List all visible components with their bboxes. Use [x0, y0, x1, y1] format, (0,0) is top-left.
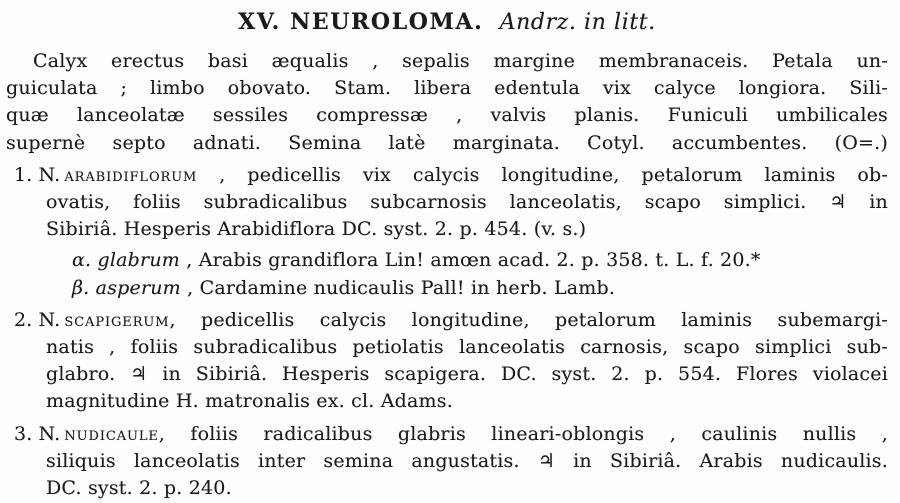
variety-entry-beta — [72, 275, 888, 302]
species-line: Sibiriâ. Hesperis Arabidiflora DC. syst. 2. p. 454. (v. s.) — [46, 218, 587, 241]
species-epithet: scapigerum — [64, 308, 170, 331]
species-number: 2. — [14, 308, 33, 331]
species-diagnosis-text: , foliis radicalibus glabris lineari-oblongis , caulinis nullis , — [158, 422, 888, 445]
species-line: DC. syst. 2. p. 240. — [46, 477, 232, 500]
species-line: siliquis lanceolatis inter semina angustatis. ♃ in Sibiriâ. Arabis nudicaulis. — [46, 449, 888, 472]
author-citation: Andrz. in litt. — [499, 10, 656, 35]
page-title — [6, 7, 888, 38]
species-number: 3. — [14, 422, 33, 445]
species-epithet: nudicaule — [64, 422, 159, 445]
species-entry-1 — [6, 162, 888, 302]
variety-entry-alpha — [72, 247, 888, 274]
genus-abbreviation: N. — [38, 163, 61, 186]
species-line: natis , foliis subradicalibus petiolatis lanceolatis carnosis, scapo simplici sub- — [46, 336, 888, 359]
species-line — [14, 162, 888, 189]
variety-label: β. asperum — [72, 276, 181, 299]
variety-text: , Cardamine nudicaulis Pall! in herb. Lamb. — [180, 276, 616, 299]
variety-list — [46, 247, 888, 301]
species-line — [14, 307, 888, 334]
species-entry-2 — [6, 307, 888, 416]
genus-description — [6, 48, 888, 157]
species-line — [14, 421, 888, 448]
species-epithet: arabidiflorum — [64, 163, 198, 186]
species-entry-3 — [6, 421, 888, 503]
variety-text: , Arabis grandiflora Lin! amœn acad. 2. p. 358. t. L. f. 20.* — [179, 249, 761, 272]
species-diagnosis-text: , pedicellis calycis longitudine, petalorum laminis subemargi- — [169, 308, 888, 331]
chapter-genus-heading: XV. NEUROLOMA. — [238, 9, 484, 35]
species-line: glabro. ♃ in Sibiriâ. Hesperis scapigera. DC. syst. 2. p. 554. Flores violacei — [46, 363, 888, 386]
description-line: guiculata ; limbo obovato. Stam. libera edentula vix calyce longiora. Sili- — [6, 77, 888, 100]
description-line: Calyx erectus basi æqualis , sepalis margine membranaceis. Petala un- — [33, 50, 888, 72]
species-line: magnitudine H. matronalis ex. cl. Adams. — [46, 390, 453, 413]
genus-abbreviation: N. — [38, 422, 61, 445]
variety-label: α. glabrum — [72, 249, 180, 272]
description-line: quæ lanceolatæ sessiles compressæ , valvis planis. Funiculi umbilicales — [6, 104, 888, 127]
species-number: 1. — [14, 163, 33, 186]
genus-abbreviation: N. — [38, 308, 61, 331]
description-line: supernè septo adnati. Semina latè marginata. Cotyl. accumbentes. (O=.) — [6, 131, 888, 154]
species-line: ovatis, foliis subradicalibus subcarnosis lanceolatis, scapo simplici. ♃ in — [46, 191, 888, 214]
species-diagnosis-text: , pedicellis vix calycis longitudine, petalorum laminis ob- — [197, 163, 888, 186]
